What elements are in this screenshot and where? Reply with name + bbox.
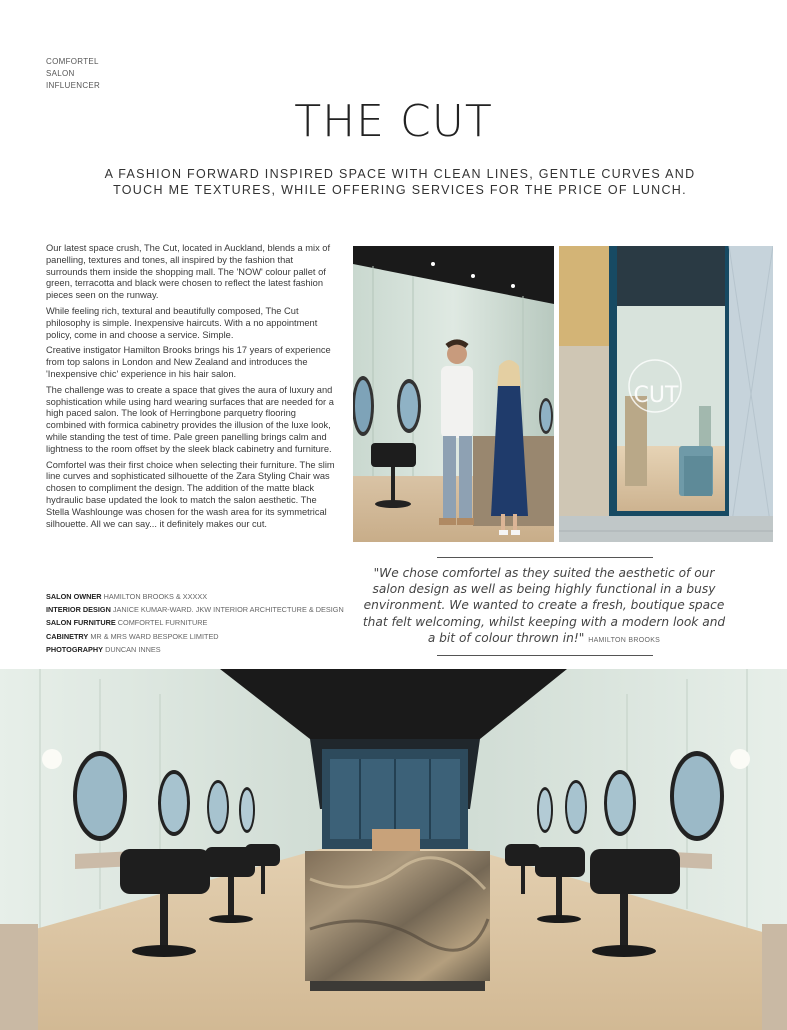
salon-interior-photo: [0, 669, 787, 1030]
quote-rule-top: [437, 557, 653, 558]
credit-row: [46, 603, 346, 616]
pull-quote-text: "We chose comfortel as they suited the aesthetic of our salon design as well as being highly functional in a busy environment. We wanted to create a fresh, boutique space that felt welcoming, whilst keeping with a modern look and a bit of colour thrown in!": [362, 566, 726, 645]
credit-label: INTERIOR DESIGN: [46, 605, 111, 615]
credit-label: SALON OWNER: [46, 592, 102, 601]
kicker-line: COMFORTEL: [46, 57, 99, 66]
credit-label: CABINETRY: [46, 631, 89, 641]
storefront-photo: [559, 246, 773, 542]
storefront-sign: CUT: [633, 383, 679, 408]
credit-row: [46, 630, 346, 643]
credit-value: MR & MRS WARD BESPOKE LIMITED: [90, 631, 219, 641]
storefront-photo-illustration: [559, 246, 773, 542]
article-body: [46, 243, 336, 534]
credit-value: COMFORTEL FURNITURE: [117, 618, 208, 628]
pull-quote-attribution: HAMILTON BROOKS: [588, 636, 661, 644]
quote-rule-bottom: [437, 655, 653, 656]
salon-interior-illustration: [0, 669, 787, 1030]
article-paragraph: The challenge was to create a space that gives the aura of luxury and sophistication while using hard wearing surfaces that are needed for a high paced salon. The look of Herringbone parquetry flooring combined with formica cabinetry provides the illusion of the luxe look, while standing the test of time. Pale green panelling brings calm and lightness to the room offset by the sleek black cabinetry and furniture.: [46, 384, 334, 454]
owners-photo-illustration: [353, 246, 554, 542]
article-paragraph: Creative instigator Hamilton Brooks brings his 17 years of experience from top salons in London and New Zealand and introduces the 'Inexpensive chic' experience in his hair salon.: [46, 345, 331, 379]
credit-value: JANICE KUMAR-WARD. JKW INTERIOR ARCHITECTURE & DESIGN: [112, 605, 344, 615]
page-title: THE CUT: [294, 96, 493, 147]
page-subtitle: A FASHION FORWARD INSPIRED SPACE WITH CLEAN LINES, GENTLE CURVES AND TOUCH ME TEXTURES, WHILE OFFERING SERVICES FOR THE PRICE OF LUNCH.: [104, 167, 696, 197]
article-paragraph: Our latest space crush, The Cut, located in Auckland, blends a mix of panelling, textures and tones, all inspired by the fashion that surrounds them inside the shopping mall. The 'NOW' colour pallet of green, terracotta and black were chosen to reflect the latest fashion pieces seen on the runway.: [46, 243, 331, 301]
kicker: [46, 56, 100, 92]
credit-value: HAMILTON BROOKS & XXXXX: [103, 592, 208, 601]
credit-row: [46, 590, 346, 603]
article-paragraph: Comfortel was their first choice when selecting their furniture. The slim line curves and sophisticated silhouette of the Zara Styling Chair was chosen to compliment the design. The addition of the matte black hydraulic base updated the look to match the salon aesthetic. The Stella Washlounge was chosen for the wash area for its symmetrical silhouette. All we can say... it definitely makes our cut.: [46, 459, 335, 529]
credit-row: [46, 643, 346, 656]
pull-quote: [358, 565, 730, 649]
credits-list: [46, 590, 346, 656]
credit-label: SALON FURNITURE: [46, 618, 116, 628]
credit-row: [46, 616, 346, 629]
article-paragraph: While feeling rich, textural and beautifully composed, The Cut philosophy is simple. Inexpensive haircuts. With a no appointment policy, come in and choose a service. Simple.: [46, 305, 318, 340]
kicker-line: SALON: [46, 69, 75, 78]
kicker-line: INFLUENCER: [46, 81, 101, 90]
credit-label: PHOTOGRAPHY: [46, 644, 104, 654]
owners-photo: [353, 246, 554, 542]
credit-value: DUNCAN INNES: [105, 644, 161, 654]
